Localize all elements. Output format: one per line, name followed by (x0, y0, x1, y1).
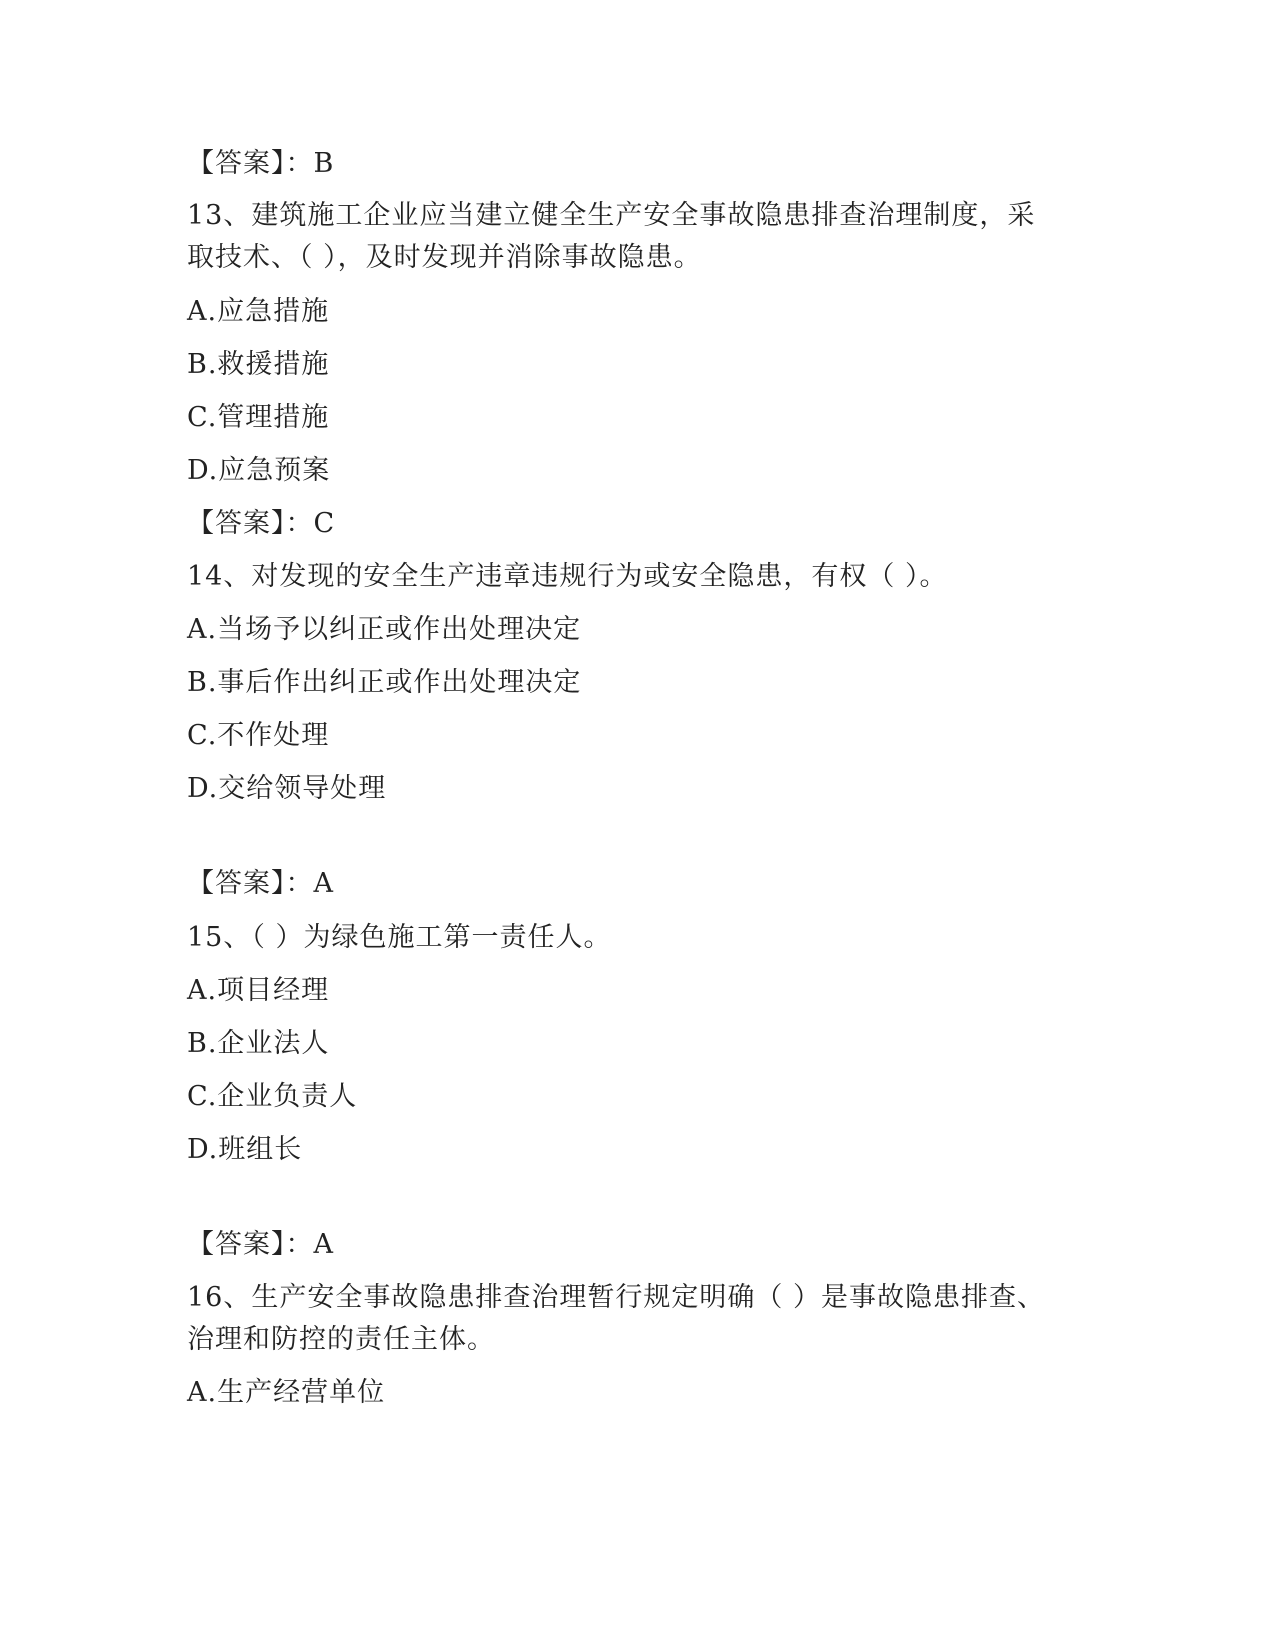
question-15-option-c: C.企业负责人 (187, 1081, 358, 1112)
question-16-stem-line1: 16、生产安全事故隐患排查治理暂行规定明确（ ）是事故隐患排查、 (187, 1282, 1045, 1313)
question-14-option-d: D.交给领导处理 (187, 773, 387, 804)
answer-12: 【答案】：B (187, 148, 335, 179)
question-13-option-a: A.应急措施 (187, 296, 330, 327)
question-15-option-d: D.班组长 (187, 1134, 303, 1165)
question-14-option-c: C.不作处理 (187, 720, 330, 751)
answer-14: 【答案】：A (187, 868, 334, 899)
question-13-option-b: B.救援措施 (187, 349, 330, 380)
question-14-option-a: A.当场予以纠正或作出处理决定 (187, 614, 582, 645)
answer-13: 【答案】：C (187, 508, 336, 539)
answer-15: 【答案】：A (187, 1229, 334, 1260)
question-13-stem-line2: 取技术、（ ），及时发现并消除事故隐患。 (187, 242, 702, 273)
question-15-stem-line1: 15、（ ）为绿色施工第一责任人。 (187, 922, 612, 953)
question-13-option-d: D.应急预案 (187, 455, 331, 486)
question-14-stem-line1: 14、对发现的安全生产违章违规行为或安全隐患，有权（ ）。 (187, 561, 948, 592)
question-13-stem-line1: 13、建筑施工企业应当建立健全生产安全事故隐患排查治理制度，采 (187, 200, 1036, 231)
question-15-option-a: A.项目经理 (187, 975, 330, 1006)
question-15-option-b: B.企业法人 (187, 1028, 330, 1059)
question-16-option-a: A.生产经营单位 (187, 1377, 386, 1408)
question-16-stem-line2: 治理和防控的责任主体。 (187, 1324, 495, 1355)
question-13-option-c: C.管理措施 (187, 402, 330, 433)
question-14-option-b: B.事后作出纠正或作出处理决定 (187, 667, 582, 698)
